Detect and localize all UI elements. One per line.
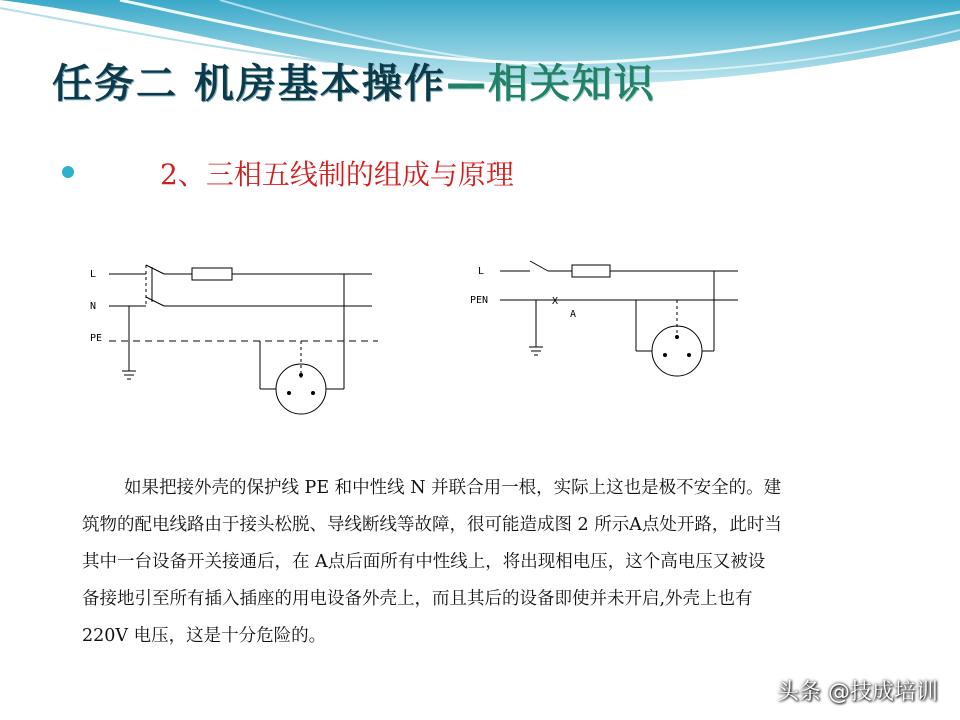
paragraph-line: 220V 电压，这是十分危险的。 bbox=[82, 626, 327, 646]
switch-icon bbox=[530, 261, 548, 271]
bullet-dot bbox=[62, 166, 74, 178]
ground-icon bbox=[529, 300, 543, 355]
paragraph-line: 备接地引至所有插入插座的用电设备外壳上，而且其后的设备即使并未开启,外壳上也有 bbox=[82, 589, 753, 609]
label-pen: PEN bbox=[470, 295, 489, 306]
watermark: 头条 @技成培训 bbox=[777, 680, 938, 705]
label-n: N bbox=[90, 301, 97, 312]
explanation-paragraph bbox=[82, 470, 932, 655]
circuit-diagram-pen bbox=[470, 255, 760, 385]
switch-icon bbox=[146, 265, 164, 306]
label-point-a: A bbox=[570, 309, 577, 320]
break-mark-x: X bbox=[552, 296, 559, 307]
title-main: 任务二 机房基本操作 bbox=[52, 61, 446, 107]
section-heading: 2、三相五线制的组成与原理 bbox=[160, 158, 514, 191]
paragraph-line: 筑物的配电线路由于接头松脱、导线断线等故障，很可能造成图 2 所示A点处开路，此时当 bbox=[82, 515, 782, 535]
fuse-icon bbox=[572, 265, 610, 277]
ground-icon bbox=[122, 306, 136, 379]
fuse-icon bbox=[192, 268, 232, 280]
paragraph-line: 如果把接外壳的保护线 PE 和中性线 N 并联合用一根，实际上这也是极不安全的。建 bbox=[124, 478, 782, 498]
paragraph-line: 其中一台设备开关接通后，在 A点后面所有中性线上，将出现相电压，这个高电压又被设 bbox=[82, 552, 766, 572]
label-l2: L bbox=[478, 266, 485, 277]
slide-title bbox=[52, 52, 932, 109]
socket-icon bbox=[652, 300, 702, 376]
socket-icon bbox=[276, 341, 326, 414]
label-pe: PE bbox=[90, 333, 103, 344]
label-l: L bbox=[90, 269, 97, 280]
title-sub: —相关知识 bbox=[445, 61, 656, 107]
circuit-diagram-tns bbox=[82, 255, 392, 425]
